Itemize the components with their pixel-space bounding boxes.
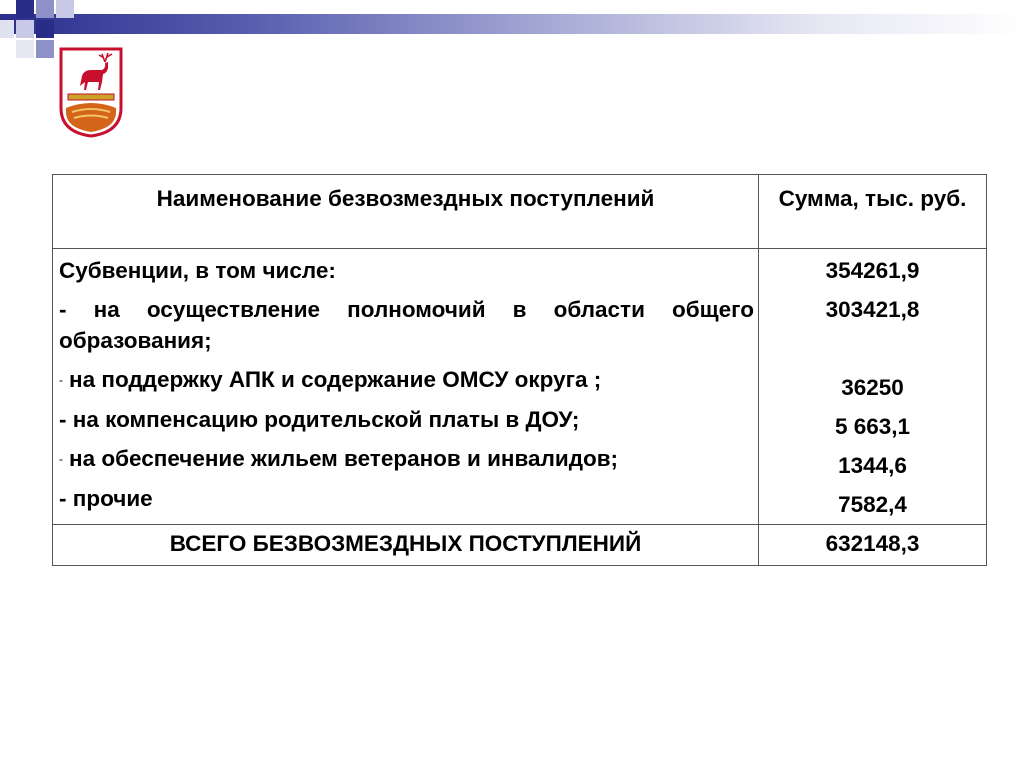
sums-cell [759, 249, 987, 525]
decor-square [36, 20, 54, 38]
list-item: Субвенции, в том числе: [59, 258, 336, 283]
total-value: 632148,3 [759, 525, 987, 566]
list-item: - на осуществление полномочий в области общего образования; [59, 297, 754, 353]
sum-value: 5 663,1 [834, 414, 911, 439]
bullet-marker: - [59, 452, 63, 466]
item-label: на поддержку АПК и содержание ОМСУ округа ; [69, 367, 602, 392]
sum-value: 303421,8 [825, 297, 920, 322]
list-item [59, 443, 754, 475]
revenue-table [52, 174, 987, 566]
decor-square [16, 20, 34, 38]
decor-square [36, 0, 54, 18]
list-item: - прочие [59, 486, 153, 511]
items-cell [53, 249, 759, 525]
sum-value: 1344,6 [838, 453, 907, 478]
list-item: - на компенсацию родительской платы в ДОУ; [59, 407, 580, 432]
decor-square [0, 20, 14, 38]
coat-of-arms-logo [58, 46, 124, 138]
column-header-sum: Сумма, тыс. руб. [759, 175, 987, 249]
sum-value: 354261,9 [825, 258, 920, 283]
decor-square [36, 40, 54, 58]
total-label: ВСЕГО БЕЗВОЗМЕЗДНЫХ ПОСТУПЛЕНИЙ [53, 525, 759, 566]
column-header-name: Наименование безвозмездных поступлений [53, 175, 759, 249]
decor-square [56, 0, 74, 18]
decor-square [16, 0, 34, 18]
item-label: на обеспечение жильем ветеранов и инвалидов; [69, 446, 619, 471]
sum-value: 36250 [841, 375, 904, 400]
bullet-marker: - [59, 373, 63, 387]
table-total-row [53, 525, 987, 566]
sum-value: 7582,4 [838, 492, 907, 517]
list-item [59, 364, 754, 396]
table-header-row [53, 175, 987, 249]
header-decor-band [0, 14, 1023, 34]
decor-square [16, 40, 34, 58]
table-row [53, 249, 987, 525]
